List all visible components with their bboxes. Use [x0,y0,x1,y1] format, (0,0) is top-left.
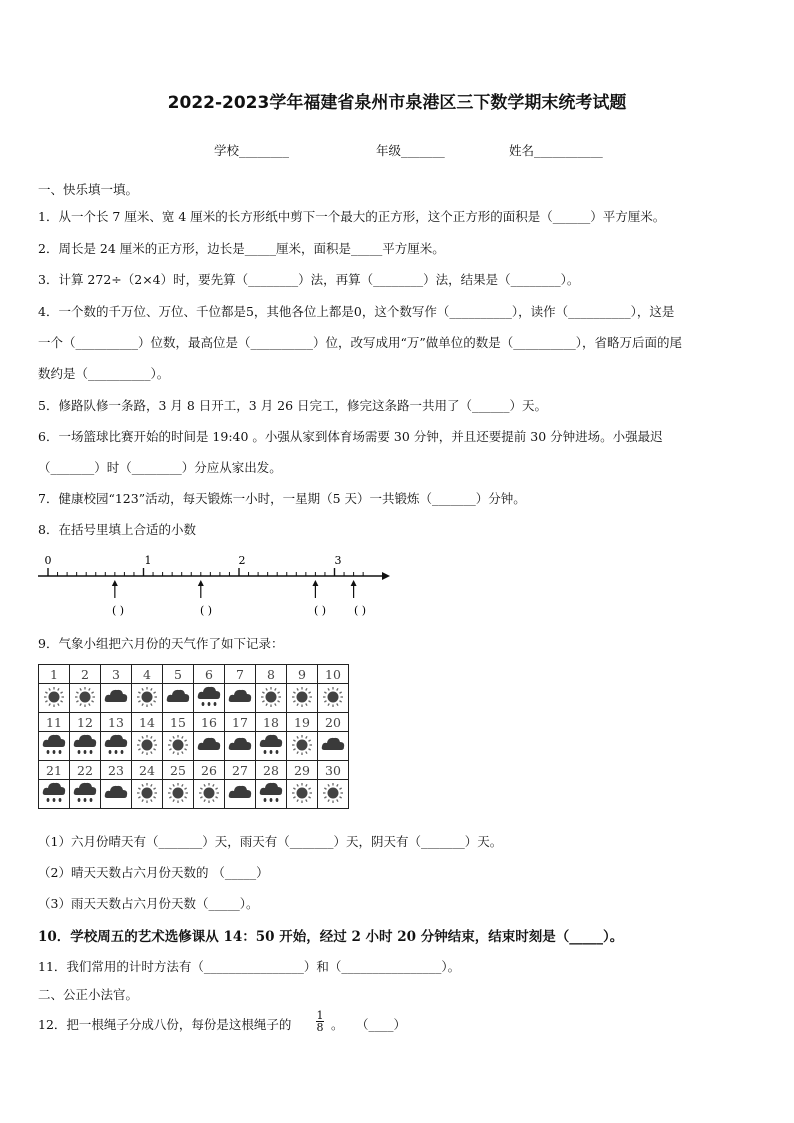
cloudy-icon [103,685,129,709]
sunny-icon [320,685,346,709]
weather-day-number: 4 [132,665,163,684]
weather-day-number: 3 [101,665,132,684]
sunny-icon [196,781,222,805]
weather-cell [163,684,194,713]
weather-day-number: 22 [70,761,101,780]
weather-day-number: 28 [256,761,287,780]
weather-day-number: 13 [101,713,132,732]
weather-day-number: 16 [194,713,225,732]
question-9-part-3: （3）雨天天数占六月份天数（_____）。 [38,896,259,911]
weather-cell [194,780,225,809]
number-line-arrowhead [382,572,390,580]
weather-day-number: 14 [132,713,163,732]
number-line-label-2: 2 [238,554,246,567]
cloudy-icon [320,733,346,757]
fraction-numerator: 1 [316,1009,324,1022]
cloudy-icon [165,685,191,709]
rain-icon [196,685,222,709]
fraction-denominator: 8 [316,1021,324,1034]
weather-day-number: 11 [39,713,70,732]
question-12 [38,1015,291,1033]
weather-day-number: 24 [132,761,163,780]
number-line-pointer-head-3 [312,580,318,586]
sunny-icon [165,781,191,805]
weather-cell [318,684,349,713]
weather-day-number: 21 [39,761,70,780]
cloudy-icon [227,685,253,709]
weather-day-number: 7 [225,665,256,684]
weather-cell [256,780,287,809]
question-2: 2．周长是 24 厘米的正方形，边长是_____厘米，面积是_____平方厘米。 [38,241,445,256]
number-line-pointer-head-2 [198,580,204,586]
weather-cell [39,684,70,713]
cloudy-icon [103,781,129,805]
question-12-text: 12．把一根绳子分成八份，每份是这根绳子的 [38,1017,292,1032]
weather-cell [194,684,225,713]
sunny-icon [134,733,160,757]
weather-cell [225,684,256,713]
cloudy-icon [196,733,222,757]
weather-cell [132,780,163,809]
grade-field: 年级_______ [376,143,445,158]
weather-day-number: 26 [194,761,225,780]
rain-icon [103,733,129,757]
weather-day-number: 9 [287,665,318,684]
question-9-part-1: （1）六月份晴天有（_______）天，雨天有（_______）天，阴天有（_______）天。 [38,834,503,849]
weather-cell [225,732,256,761]
cloudy-icon [227,781,253,805]
section-2-heading: 二、公正小法官。 [38,987,139,1002]
sunny-icon [320,781,346,805]
number-line-label-3: 3 [334,554,342,567]
weather-day-number: 27 [225,761,256,780]
weather-cell [225,780,256,809]
question-9: 9．气象小组把六月份的天气作了如下记录： [38,636,284,651]
rain-icon [258,781,284,805]
cloudy-icon [227,733,253,757]
weather-day-number: 6 [194,665,225,684]
weather-day-number: 10 [318,665,349,684]
fraction-one-eighth [316,1010,324,1033]
number-line-pointer-head-1 [112,580,118,586]
sunny-icon [41,685,67,709]
weather-cell [256,732,287,761]
question-8: 8．在括号里填上合适的小数 [38,522,196,537]
weather-day-number: 30 [318,761,349,780]
weather-cell [70,684,101,713]
rain-icon [41,733,67,757]
weather-cell [132,684,163,713]
weather-cell [132,732,163,761]
sunny-icon [258,685,284,709]
sunny-icon [289,733,315,757]
weather-cell [163,780,194,809]
weather-day-number: 29 [287,761,318,780]
number-line [36,550,396,622]
sunny-icon [72,685,98,709]
name-field: 姓名___________ [509,143,603,158]
rain-icon [41,781,67,805]
weather-day-number: 25 [163,761,194,780]
sunny-icon [134,781,160,805]
weather-cell [101,780,132,809]
sunny-icon [289,685,315,709]
number-line-blank-1: ( ) [111,604,125,617]
weather-day-number: 19 [287,713,318,732]
weather-cell [39,780,70,809]
weather-table [38,664,349,809]
weather-day-number: 18 [256,713,287,732]
question-5: 5．修路队修一条路，3 月 8 日开工，3 月 26 日完工，修完这条路一共用了（______）天。 [38,398,548,413]
weather-cell [70,732,101,761]
question-6-line-2: （_______）时（________）分应从家出发。 [38,460,282,475]
question-4-line-1: 4．一个数的千万位、万位、千位都是5，其他各位上都是0，这个数写作（__________），读作（__________），这是 [38,304,675,319]
number-line-blank-3: ( ) [313,604,327,617]
rain-icon [258,733,284,757]
number-line-arrows [112,580,357,598]
weather-cell [318,732,349,761]
weather-day-number: 1 [39,665,70,684]
question-4-line-3: 数约是（__________）。 [38,366,170,381]
weather-day-number: 2 [70,665,101,684]
weather-day-number: 8 [256,665,287,684]
section-1-heading: 一、快乐填一填。 [38,182,139,197]
rain-icon [72,781,98,805]
weather-day-number: 23 [101,761,132,780]
weather-cell [101,684,132,713]
question-4-line-2: 一个（__________）位数，最高位是（__________）位，改写成用“万”做单位的数是（__________），省略万后面的尾 [38,335,683,350]
question-6-line-1: 6．一场篮球比赛开始的时间是 19:40 。小强从家到体育场需要 30 分钟，并且还要提前 30 分钟进场。小强最迟 [38,429,663,444]
weather-day-number: 5 [163,665,194,684]
weather-cell [39,732,70,761]
number-line-blank-4: ( ) [353,604,367,617]
number-line-label-1: 1 [144,554,152,567]
rain-icon [72,733,98,757]
number-line-blank-2: ( ) [199,604,213,617]
weather-cell [101,732,132,761]
number-line-ticks [48,568,363,576]
school-field: 学校________ [214,143,290,158]
question-12-end: 。 （____） [331,1017,407,1032]
weather-cell [70,780,101,809]
sunny-icon [134,685,160,709]
weather-cell [318,780,349,809]
sunny-icon [289,781,315,805]
weather-cell [287,684,318,713]
weather-cell [194,732,225,761]
number-line-pointer-head-4 [351,580,357,586]
question-1: 1．从一个长 7 厘米、宽 4 厘米的长方形纸中剪下一个最大的正方形，这个正方形的面积是（______）平方厘米。 [38,209,666,224]
weather-day-number: 17 [225,713,256,732]
weather-day-number: 15 [163,713,194,732]
weather-day-number: 20 [318,713,349,732]
weather-cell [256,684,287,713]
weather-cell [287,732,318,761]
weather-cell [287,780,318,809]
question-10: 10．学校周五的艺术选修课从 14：50 开始，经过 2 小时 20 分钟结束，结束时刻是（_____）。 [38,929,624,945]
page-title: 2022-2023学年福建省泉州市泉港区三下数学期末统考试题 [167,93,627,113]
question-3: 3．计算 272÷（2×4）时，要先算（________）法，再算（________）法，结果是（________）。 [38,272,580,287]
question-9-part-2: （2）晴天天数占六月份天数的 （_____） [38,865,269,880]
question-7: 7．健康校园“123”活动，每天锻炼一小时，一星期（5 天）一共锻炼（_______）分钟。 [38,491,526,506]
question-11: 11．我们常用的计时方法有（________________）和（________________）。 [38,959,461,974]
number-line-label-0: 0 [44,554,52,567]
weather-cell [163,732,194,761]
weather-day-number: 12 [70,713,101,732]
sunny-icon [165,733,191,757]
